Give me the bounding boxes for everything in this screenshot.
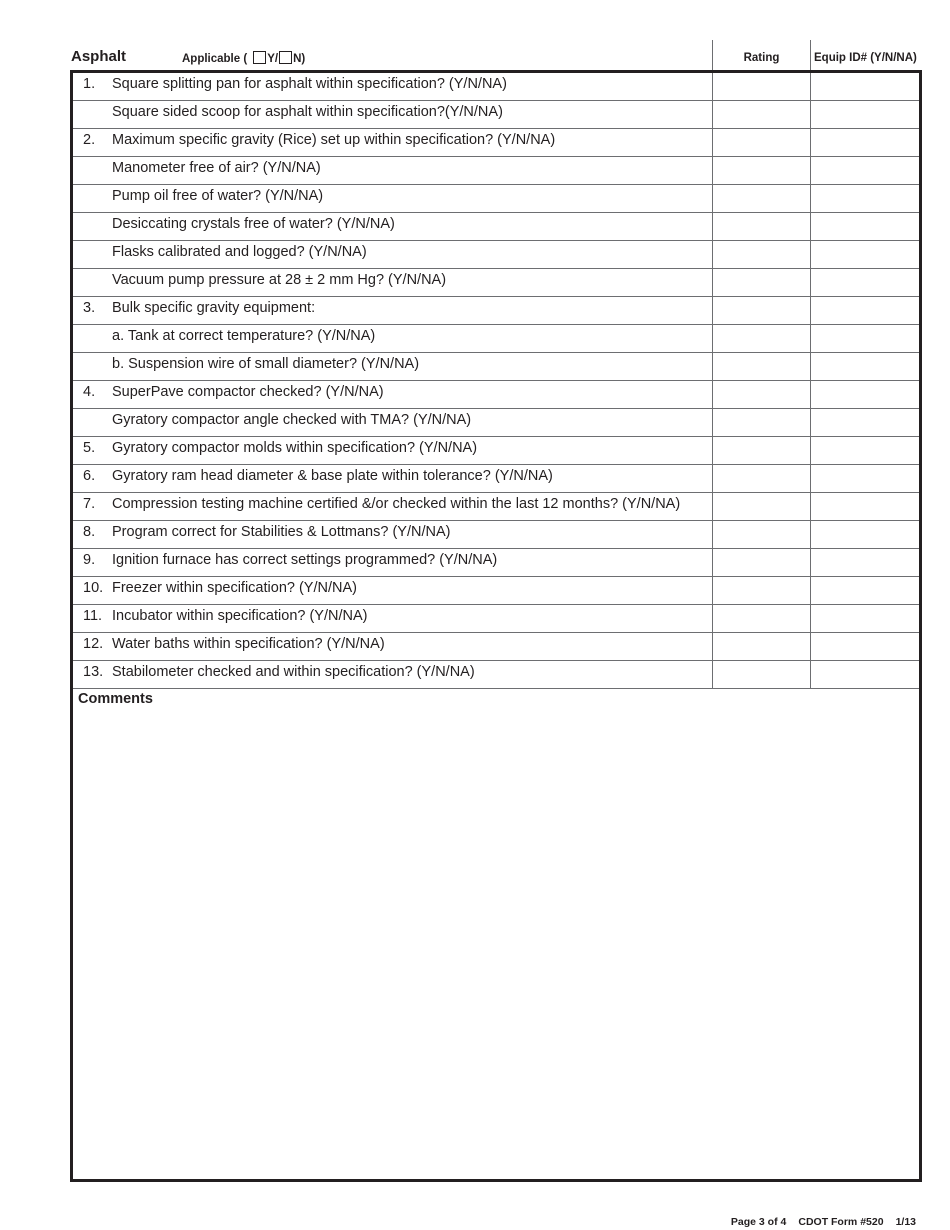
item-question: Gyratory compactor molds within specification? (Y/N/NA) xyxy=(112,440,478,456)
equip-id-cell[interactable] xyxy=(810,241,919,268)
applicable-yes-checkbox[interactable] xyxy=(253,51,266,64)
item-question: Maximum specific gravity (Rice) set up within specification? (Y/N/NA) xyxy=(112,132,556,148)
item-question: b. Suspension wire of small diameter? (Y/N/NA) xyxy=(112,356,420,372)
equip-id-cell[interactable] xyxy=(810,633,919,660)
equip-id-cell[interactable] xyxy=(810,577,919,604)
rating-cell[interactable] xyxy=(712,129,810,156)
rating-cell[interactable] xyxy=(712,577,810,604)
rating-cell[interactable] xyxy=(712,465,810,492)
checklist-row xyxy=(73,521,919,549)
equip-id-cell[interactable] xyxy=(810,465,919,492)
checklist-frame xyxy=(70,70,922,1182)
item-number: 4. xyxy=(83,384,96,400)
checklist-row xyxy=(73,493,919,521)
equip-id-cell[interactable] xyxy=(810,521,919,548)
equip-id-cell[interactable] xyxy=(810,437,919,464)
checklist-row xyxy=(73,381,919,409)
checklist-table xyxy=(73,73,919,689)
equip-id-cell[interactable] xyxy=(810,493,919,520)
checklist-row xyxy=(73,325,919,353)
item-number: 3. xyxy=(83,300,96,316)
equip-id-cell[interactable] xyxy=(810,549,919,576)
section-header xyxy=(71,40,922,70)
equip-id-cell[interactable] xyxy=(810,157,919,184)
checklist-row xyxy=(73,129,919,157)
equip-id-cell[interactable] xyxy=(810,297,919,324)
item-question: Program correct for Stabilities & Lottmans? (Y/N/NA) xyxy=(112,524,451,540)
item-number: 10. xyxy=(83,580,104,596)
item-question: Desiccating crystals free of water? (Y/N/NA) xyxy=(112,216,395,232)
equip-id-cell[interactable] xyxy=(810,269,919,296)
item-number: 5. xyxy=(83,440,96,456)
rating-cell[interactable] xyxy=(712,157,810,184)
rating-column-header: Rating xyxy=(743,52,780,64)
checklist-row xyxy=(73,437,919,465)
item-number: 6. xyxy=(83,468,96,484)
item-number: 2. xyxy=(83,132,96,148)
checklist-row xyxy=(73,241,919,269)
item-question: Square splitting pan for asphalt within specification? (Y/N/NA) xyxy=(112,76,507,92)
form-number: CDOT Form #520 xyxy=(798,1216,884,1228)
equip-id-cell[interactable] xyxy=(810,409,919,436)
equip-id-cell[interactable] xyxy=(810,661,919,688)
checklist-row xyxy=(73,269,919,297)
rating-cell[interactable] xyxy=(712,185,810,212)
form-date: 1/13 xyxy=(895,1216,916,1228)
rating-cell[interactable] xyxy=(712,325,810,352)
item-question: Square sided scoop for asphalt within specification?(Y/N/NA) xyxy=(112,104,503,120)
rating-cell[interactable] xyxy=(712,353,810,380)
equip-id-cell[interactable] xyxy=(810,73,919,100)
applicable-label: Applicable ( xyxy=(182,53,248,65)
equip-id-cell[interactable] xyxy=(810,353,919,380)
rating-cell[interactable] xyxy=(712,101,810,128)
equip-id-cell[interactable] xyxy=(810,605,919,632)
item-question: Flasks calibrated and logged? (Y/N/NA) xyxy=(112,244,367,260)
checklist-row xyxy=(73,577,919,605)
rating-cell[interactable] xyxy=(712,73,810,100)
rating-cell[interactable] xyxy=(712,241,810,268)
rating-cell[interactable] xyxy=(712,409,810,436)
item-question: a. Tank at correct temperature? (Y/N/NA) xyxy=(112,328,376,344)
equip-id-cell[interactable] xyxy=(810,185,919,212)
equip-id-column-header: Equip ID# (Y/N/NA) xyxy=(814,52,917,64)
checklist-row xyxy=(73,185,919,213)
rating-cell[interactable] xyxy=(712,437,810,464)
rating-cell[interactable] xyxy=(712,213,810,240)
checklist-row xyxy=(73,465,919,493)
rating-cell[interactable] xyxy=(712,381,810,408)
item-number: 7. xyxy=(83,496,96,512)
applicable-field xyxy=(182,51,305,65)
rating-cell[interactable] xyxy=(712,269,810,296)
equip-id-cell[interactable] xyxy=(810,381,919,408)
item-number: 8. xyxy=(83,524,96,540)
checklist-row xyxy=(73,633,919,661)
page-number: Page 3 of 4 xyxy=(730,1216,787,1228)
item-question: Manometer free of air? (Y/N/NA) xyxy=(112,160,321,176)
item-question: Freezer within specification? (Y/N/NA) xyxy=(112,580,357,596)
item-question: Bulk specific gravity equipment: xyxy=(112,300,316,316)
checklist-row xyxy=(73,661,919,689)
rating-cell[interactable] xyxy=(712,605,810,632)
item-question: Water baths within specification? (Y/N/NA) xyxy=(112,636,385,652)
item-question: Incubator within specification? (Y/N/NA) xyxy=(112,608,368,624)
section-title: Asphalt xyxy=(71,48,127,65)
item-question: Compression testing machine certified &/or checked within the last 12 months? (Y/N/NA) xyxy=(112,496,681,512)
comments-label: Comments xyxy=(78,691,153,707)
applicable-no-label: N) xyxy=(293,53,306,65)
comments-area[interactable] xyxy=(73,713,919,1179)
item-number: 1. xyxy=(83,76,96,92)
rating-cell[interactable] xyxy=(712,549,810,576)
item-number: 13. xyxy=(83,664,104,680)
equip-id-cell[interactable] xyxy=(810,213,919,240)
item-question: Gyratory ram head diameter & base plate within tolerance? (Y/N/NA) xyxy=(112,468,553,484)
item-question: Ignition furnace has correct settings programmed? (Y/N/NA) xyxy=(112,552,498,568)
equip-id-cell[interactable] xyxy=(810,101,919,128)
checklist-row xyxy=(73,213,919,241)
checklist-row xyxy=(73,73,919,101)
header-divider xyxy=(810,40,811,70)
item-question: SuperPave compactor checked? (Y/N/NA) xyxy=(112,384,384,400)
equip-id-cell[interactable] xyxy=(810,325,919,352)
checklist-row xyxy=(73,549,919,577)
item-number: 12. xyxy=(83,636,104,652)
checklist-row xyxy=(73,353,919,381)
rating-cell[interactable] xyxy=(712,661,810,688)
applicable-no-checkbox[interactable] xyxy=(279,51,292,64)
page-footer xyxy=(731,1216,916,1228)
applicable-yes-label: Y/ xyxy=(267,53,279,65)
item-number: 9. xyxy=(83,552,96,568)
rating-cell[interactable] xyxy=(712,493,810,520)
item-question: Stabilometer checked and within specification? (Y/N/NA) xyxy=(112,664,475,680)
checklist-row xyxy=(73,297,919,325)
checklist-row xyxy=(73,605,919,633)
checklist-row xyxy=(73,101,919,129)
equip-id-cell[interactable] xyxy=(810,129,919,156)
rating-cell[interactable] xyxy=(712,297,810,324)
item-question: Vacuum pump pressure at 28 ± 2 mm Hg? (Y/N/NA) xyxy=(112,272,447,288)
checklist-row xyxy=(73,409,919,437)
rating-cell[interactable] xyxy=(712,633,810,660)
item-question: Gyratory compactor angle checked with TMA? (Y/N/NA) xyxy=(112,412,472,428)
rating-cell[interactable] xyxy=(712,521,810,548)
checklist-row xyxy=(73,157,919,185)
item-question: Pump oil free of water? (Y/N/NA) xyxy=(112,188,324,204)
item-number: 11. xyxy=(83,608,103,624)
